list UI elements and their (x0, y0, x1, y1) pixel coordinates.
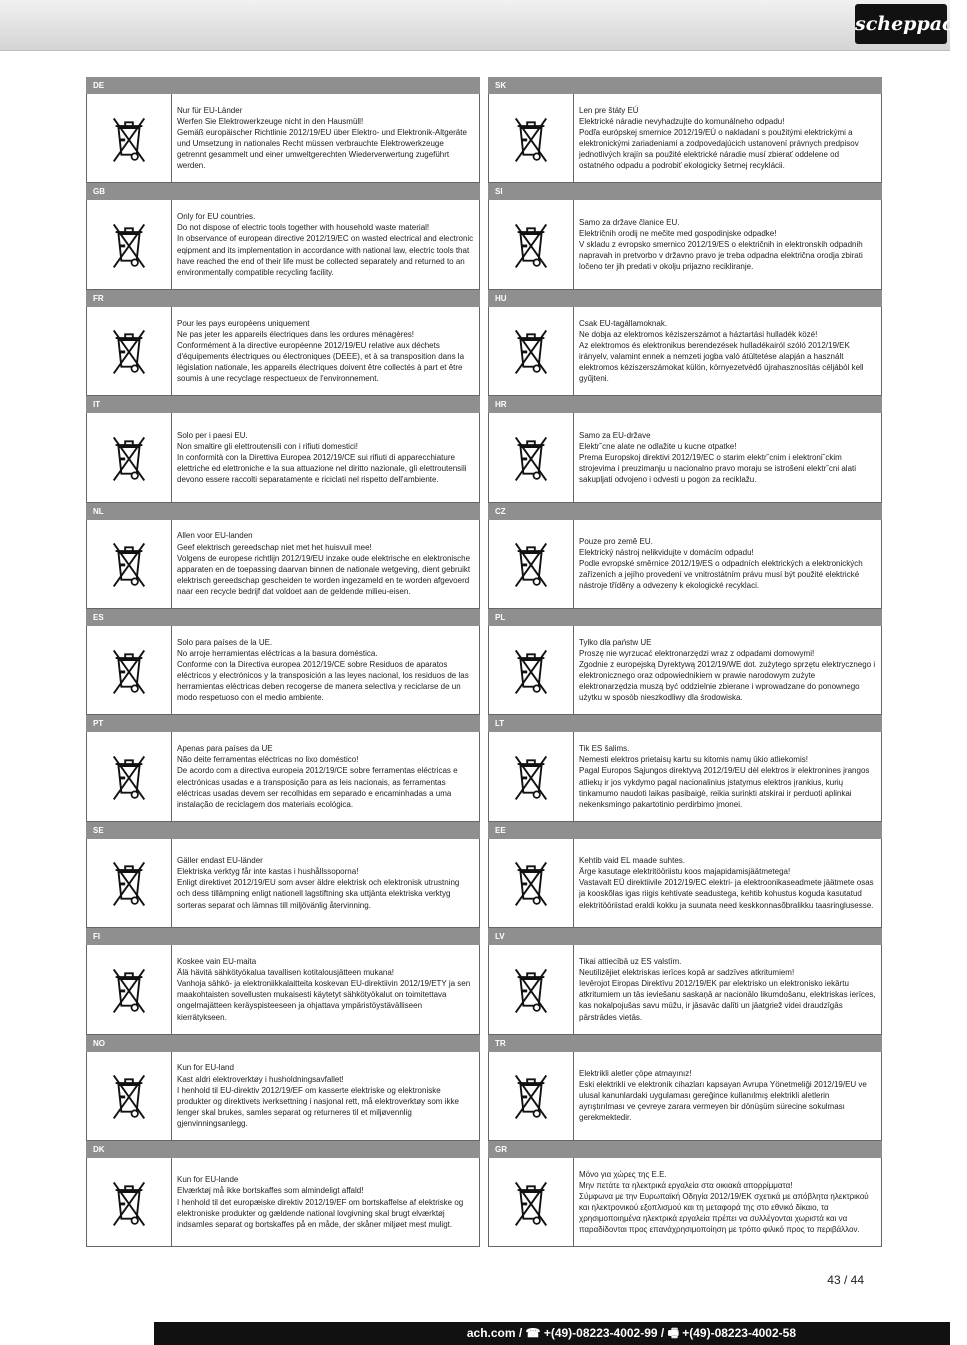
language-code: HR (488, 396, 882, 413)
section-body (488, 1158, 882, 1247)
language-code: EE (488, 822, 882, 839)
section-body (86, 1052, 480, 1141)
language-code: SI (488, 183, 882, 200)
language-code: CZ (488, 503, 882, 520)
section-body (488, 945, 882, 1034)
language-section (86, 928, 480, 1034)
disposal-text (579, 200, 876, 288)
disposal-text (177, 945, 474, 1033)
disposal-text (177, 732, 474, 820)
language-section (86, 77, 480, 183)
crossed-bin-icon (87, 520, 172, 608)
disposal-text-content: Elektrikli aletler çöpe atmayınız! Eski elektrikli ve elektronik cihazları kapsayan Avrupa Yönetmeliği 2012/19/EU ve ulusal kanunlardaki uygulaması gereğince kullanılmış elektrikli aletlerin ayrıştırılması ve çevreye zarara vermeyen bir dönüşüm sürecine sokulması gerekmektedir. (579, 1068, 867, 1123)
language-code: DE (86, 77, 480, 94)
language-section (488, 822, 882, 928)
disposal-text-content: Tik ES šalims. Nemesti elektros prietaisų kartu su kitomis namų ūkio atliekomis! Pagal Europos Sąjungos direktyvą 2012/19/EU dėl elektros ir elektronines įrangos atliekų ir jos vykdymo pagal nacionalinius įstatymus elektros įrankius, kurių tinkamumo naudoti laikas pasibaigė, reikia surinkti atskirai ir perduoti aplinkai nekenksmingo pakartotinio perdirbimo įmonei. (579, 744, 870, 809)
disposal-text (579, 520, 876, 608)
language-section (86, 715, 480, 821)
disposal-text (579, 839, 876, 927)
section-body (488, 1052, 882, 1141)
crossed-bin-icon (87, 1158, 172, 1246)
crossed-bin-icon (489, 732, 574, 820)
crossed-bin-icon (489, 1158, 574, 1246)
language-section (488, 503, 882, 609)
section-body (86, 413, 480, 502)
language-section (488, 1141, 882, 1247)
language-section (86, 396, 480, 502)
language-code: HU (488, 290, 882, 307)
disposal-text (177, 1052, 474, 1140)
language-section (488, 290, 882, 396)
section-body (488, 839, 882, 928)
footer-bar (0, 1322, 950, 1345)
section-body (488, 94, 882, 183)
disposal-text (579, 732, 876, 820)
language-section (488, 609, 882, 715)
language-code: GB (86, 183, 480, 200)
disposal-text (177, 520, 474, 608)
crossed-bin-icon (87, 307, 172, 395)
language-code: PT (86, 715, 480, 732)
right-column (488, 77, 882, 1247)
disposal-text (177, 94, 474, 182)
language-code: LV (488, 928, 882, 945)
crossed-bin-icon (87, 1052, 172, 1140)
disposal-text-content: Allen voor EU-landen Geef elektrisch gereedschap niet met het huisvuil mee! Volgens de europese richtlijn 2012/19/EU inzake oude elektrische en elektronische apparaten en de toepassing daarvan binnen de nationale wetgeving, dient gebruikt elektrisch gereedschap gescheiden te worden ingezameld en te worden afgevoerd naar een recycle bedrijf dat voldoet aan de geldende milieu-eisen. (177, 531, 471, 596)
disposal-text-content: Pouze pro země EU. Elektrický nástroj nelikvidujte v domácím odpadu! Podle evropské směrnice 2012/19/ES o odpadních elektrických a elektronických zařízeních a jejího provedení ve vnitrostátním právu musí být použité elektrické nástroje tříděny a odvezeny k ekologické recyklaci. (579, 537, 863, 591)
scheppach-logo: scheppach (855, 4, 947, 44)
language-code: DK (86, 1141, 480, 1158)
language-section (488, 1035, 882, 1141)
crossed-bin-icon (489, 200, 574, 288)
section-body (86, 200, 480, 289)
crossed-bin-icon (87, 413, 172, 501)
language-section (488, 715, 882, 821)
disposal-text (579, 1052, 876, 1140)
disposal-text (177, 1158, 474, 1246)
section-body (86, 732, 480, 821)
language-code: LT (488, 715, 882, 732)
crossed-bin-icon (489, 945, 574, 1033)
language-code: TR (488, 1035, 882, 1052)
crossed-bin-icon (87, 626, 172, 714)
footer-left-blank (0, 1322, 154, 1345)
footer-contact: ach.com / ☎ +(49)-08223-4002-99 / 🖷 +(49)-08223-4002-58 (466, 1326, 796, 1340)
crossed-bin-icon (489, 839, 574, 927)
disposal-text-content: Kun for EU-land Kast aldri elektroverktøy i husholdningsavfallet! I henhold til EU-direktiv 2012/19/EF om kasserte elektriske og elektroniske produkter og direktivets iverksettning i nasjonal rett, må elektroverktøy som ikke lenger skal brukes, samles separat og returneres til et miljøvennlig gjenvinningsanlegg. (177, 1063, 459, 1128)
section-body (86, 945, 480, 1034)
disposal-text-content: Kehtib vaid EL maade suhtes. Ärge kasutage elektritööriistu koos majapidamisjäätmetega! Vastavalt EÜ direktiivile 2012/19/EC elektri- ja elektroonikaseadmete jäätmete osas ja kooskõlas igas riigis kehtivate seadustega, kehtib kohustus koguda kasutatud elektritööriistad eraldi kokku ja suunata need keskkonnasõbralikku taasringlusesse. (579, 856, 874, 910)
disposal-text (177, 839, 474, 927)
disposal-text-content: Samo za EU-države Elektr˘cne alate ne odlažite u kucne otpatke! Prema Europskoj direktivi 2012/19/EC o starim elektr˘cnim i elektroni˘ckim strojevima i preuzimanju u nacionalno pravo moraju se istrošeni elektr˘cni alati sakupljati odvojeno i odvesti u pogon za reciklažu. (579, 430, 857, 484)
crossed-bin-icon (87, 945, 172, 1033)
crossed-bin-icon (489, 626, 574, 714)
header-bar (0, 0, 967, 51)
language-section (86, 503, 480, 609)
language-code: FI (86, 928, 480, 945)
language-section (86, 183, 480, 289)
disposal-text (579, 94, 876, 182)
left-column (86, 77, 480, 1247)
crossed-bin-icon (87, 732, 172, 820)
language-code: IT (86, 396, 480, 413)
section-body (488, 200, 882, 289)
disposal-text (579, 413, 876, 501)
crossed-bin-icon (489, 94, 574, 182)
language-section (488, 928, 882, 1034)
language-section (86, 290, 480, 396)
disposal-text-content: Solo para países de la UE. No arroje herramientas eléctricas a la basura doméstica. Conforme con la Directiva europea 2012/19/CE sobre Residuos de aparatos eléctricos y electrónicos y la transposición a las leyes nacional, los residuos de las herramientas eléctricas deben recogerse de manera selectiva y reciclarse de un modo respetuoso con el medio ambiente. (177, 637, 469, 703)
section-body (488, 520, 882, 609)
section-body (488, 413, 882, 502)
language-section (488, 396, 882, 502)
language-code: PL (488, 609, 882, 626)
disposal-text (579, 1158, 876, 1246)
disposal-text-content: Nur für EU-Länder Werfen Sie Elektrowerkzeuge nicht in den Hausmüll! Gemäß europäischer Richtlinie 2012/19/EU über Elektro- und Elektronik-Altgeräte und Umsetzung in nationales Recht müssen verbrauchte Elektrowerkzeuge getrennt gesammelt und einer umweltgerechten Wiederverwertung zugeführt werden. (177, 105, 467, 171)
language-code: NL (86, 503, 480, 520)
disposal-text-content: Gäller endast EU-länder Elektriska verktyg får inte kastas i hushållssoporna! Enligt direktivet 2012/19/EU som avser äldre elektrisk och elektronisk utrustning och dess tillämpning enligt nationell lagstiftning ska uttjänta elektriska verktyg sorteras separat och lämnas till miljövänlig återvinning. (177, 856, 460, 910)
disposal-text-content: Samo za države članice EU. Električnih orodij ne mečite med gospodinjske odpadke! V skladu z evropsko smernico 2012/19/ES o električnih in elektronskih odpadnih napravah in pretvorbo v državno pravo je treba odpadna električna orodja zbirati ločeno ter jih predati v okolju prijazno recikliranje. (579, 217, 863, 272)
language-section (86, 822, 480, 928)
section-body (86, 94, 480, 183)
section-body (86, 626, 480, 715)
disposal-text (177, 626, 474, 714)
disposal-text (579, 626, 876, 714)
language-code: FR (86, 290, 480, 307)
language-section (488, 183, 882, 289)
disposal-text-content: Kun for EU-lande Elværktøj må ikke bortskaffes som almindeligt affald! I henhold til det europæiske direktiv 2012/19/EF om bortskaffelse af elektriske og elektroniske produkter og gældende national lovgivning skal brugt elværktøj indsamles separat og bortskaffes på en måde, der skåner miljøet mest muligt. (177, 1175, 464, 1229)
section-body (488, 626, 882, 715)
disposal-text (177, 307, 474, 395)
language-code: SE (86, 822, 480, 839)
section-body (86, 1158, 480, 1247)
disposal-text-content: Pour les pays européens uniquement Ne pas jeter les appareils électriques dans les ordures ménagères! Conformément à la directive européenne 2012/19/EU relative aux déchets d'équipements électriques ou électroniques (DEEE), et à sa transposition dans la législation nationale, les appareils électriques doivent être collectés à part et être soumis à une recyclage respectueux de l'environnement. (177, 318, 465, 384)
disposal-text-content: Len pre štáty EÚ Elektrické náradie nevyhadzujte do komunálneho odpadu! Podľa európskej smernice 2012/19/EÚ o nakladaní s použitými elektrickými a elektronickými zariadeniami a zodpovedajúcich ustanovení právnych predpisov jednotlivých krajín sa použité elektrické náradie musí zbierať oddelene od ostatného odpadu a podrobiť ekologicky šetrnej recyklácii. (579, 105, 859, 171)
section-body (86, 520, 480, 609)
crossed-bin-icon (87, 839, 172, 927)
language-code: SK (488, 77, 882, 94)
crossed-bin-icon (489, 307, 574, 395)
page-number: 43 / 44 (827, 1273, 864, 1287)
crossed-bin-icon (87, 94, 172, 182)
crossed-bin-icon (489, 520, 574, 608)
crossed-bin-icon (87, 200, 172, 288)
disposal-text-content: Tylko dla państw UE Proszę nie wyrzucać elektronarzędzi wraz z odpadami domowymi! Zgodnie z europejską Dyrektywą 2012/19/WE dot. zużytego sprzętu elektrycznego i elektronicznego oraz odpowiednikiem w prawie narodowym zużyte elektronarzędzia muszą być oddzielnie zbierane i wprowadzane do ponownego użytku w sposób nieszkodliwy dla środowiska. (579, 637, 876, 703)
disposal-text (177, 200, 474, 288)
language-code: NO (86, 1035, 480, 1052)
language-section (86, 1035, 480, 1141)
section-body (86, 307, 480, 396)
section-body (86, 839, 480, 928)
disposal-text-content: Μόνο για χώρες της Ε.Ε. Μην πετάτε τα ηλεκτρικά εργαλεία στα οικιακά απορρίμματα! Σύμφωνα με την Ευρωπαϊκή Οδηγία 2012/19/ΕΚ σχετικά με απόβλητα ηλεκτρικού και ηλεκτρονικού εξοπλισμού και τη μεταφορά της στο εθνικό δίκαιο, τα χρησιμοποιημένα ηλεκτρικά εργαλεία πρέπει να συλλέγονται χωριστά και να παραδίδονται προς επανάχρησιμοποίηση με τρόπο φιλικό προς το περιβάλλον. (579, 1169, 869, 1235)
disposal-text-content: Koskee vain EU-maita Älä hävitä sähkötyökalua tavallisen kotitalousjätteen mukana! Vanhoja sähkö- ja elektroniikkalaitteita koskevan EU-direktiivin 2012/19/ETY ja sen maakohtaisten sovellusten mukaisesti käytetyt sähkötyökalut on toimitettava ongelmajätteen keräyspisteeseen ja ohjattava ympäristöystävälliseen kierrätykseen. (177, 957, 471, 1022)
crossed-bin-icon (489, 413, 574, 501)
crossed-bin-icon (489, 1052, 574, 1140)
section-body (488, 732, 882, 821)
disposal-text-content: Solo per i paesi EU. Non smaltire gli elettroutensili con i rifiuti domestici! In conformità con la Direttiva Europea 2012/19/CE sui rifiuti di apparecchiature elettriche ed elettroniche e la sua attuazione nel diritto nazionale, gli elettroutensili devono essere raccolti separatamente e riciclati nel rispetto dell'ambiente. (177, 430, 467, 484)
language-code: ES (86, 609, 480, 626)
disposal-text-content: Apenas para países da UE Não deite ferramentas eléctricas no lixo doméstico! De acordo com a directiva europeia 2012/19/CE sobre ferramentas eléctricas e electrónicas usadas e a transposição para as leis nacionais, as ferramentas eléctricas usadas devem ser recolhidas em separado e encaminhadas a uma instalação de reciclagem dos materiais ecológica. (177, 744, 458, 809)
disposal-text-content: Csak EU-tagállamoknak. Ne dobja az elektromos kéziszerszámot a háztartási hulladék közé! Az elektromos és elektronikus berendezések hulladékairól szóló 2012/19/EK irányelv, valamint ennek a nemzeti jogba való átültetése alapján a használt elektromos kéziszerszámokat külön, környezetvédő újrahasznosítás céljából kell gyűjteni. (579, 318, 864, 384)
language-code: GR (488, 1141, 882, 1158)
section-body (488, 307, 882, 396)
disposal-text (177, 413, 474, 501)
disposal-text (579, 307, 876, 395)
language-section (488, 77, 882, 183)
language-section (86, 1141, 480, 1247)
disposal-text (579, 945, 876, 1033)
disposal-text-content: Only for EU countries. Do not dispose of electric tools together with household waste material! In observance of european directive 2012/19/EC on wasted electrical and electronic eqipment and its implementation in accordance with national law, electric tools that have reached the end of their life must be collected separately and returned to an environmentally compatible recycling facility. (177, 212, 474, 277)
disposal-text-content: Tikai attiecībā uz ES valstīm. Neutilizējiet elektriskas ierīces kopā ar sadzīves atkritumiem! Ievērojot Eiropas Direktīvu 2012/19/EK par elektrisko un elektronisko iekārtu atkritumiem un tās ieviešanu saskaņā ar nacionālo likumdošanu, elektriskas ierīces, kas nokalpojušas savu mūžu, ir jāsavāc dalīti un jāatgriež videi draudzīgās pārstrādes vietās. (579, 957, 876, 1022)
language-section (86, 609, 480, 715)
